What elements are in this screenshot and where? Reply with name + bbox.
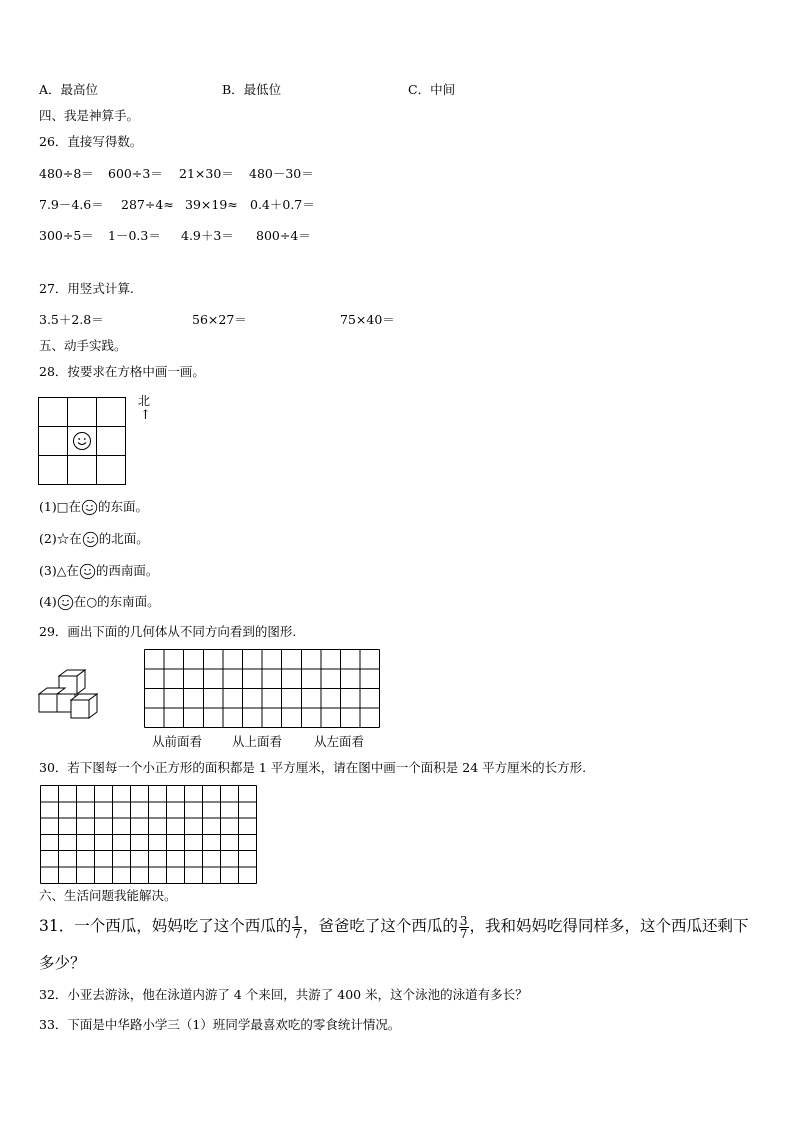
option-c: C．中间 xyxy=(408,82,456,97)
smiley-icon xyxy=(79,563,96,580)
q26-item: 39×19≈ xyxy=(185,197,238,212)
q26-item: 287÷4≈ xyxy=(121,197,174,212)
q27-item: 3.5＋2.8＝ xyxy=(39,312,104,327)
fraction: $\frac{3}{7}$ xyxy=(459,913,468,941)
q30-area-grid xyxy=(40,785,258,885)
cube-stack-figure xyxy=(34,664,108,720)
north-label: 北 xyxy=(138,394,151,408)
q29-title: 29．画出下面的几何体从不同方向看到的图形. xyxy=(39,624,297,639)
fraction: $\frac{1}{7}$ xyxy=(293,913,301,941)
view-label-top: 从上面看 xyxy=(232,734,283,749)
q32-text: 32．小亚去游泳，他在泳道内游了 4 个来回，共游了 400 米，这个泳池的泳道有多长？ xyxy=(39,987,528,1002)
direction-grid xyxy=(38,397,126,485)
q30-title: 30．若下图每一个小正方形的面积都是 1 平方厘米，请在图中画一个面积是 24 平方厘米的长方形. xyxy=(39,760,587,775)
smiley-icon xyxy=(82,531,99,548)
q31-line2: 多少？ xyxy=(39,954,86,972)
north-arrow-icon: ↑ xyxy=(140,408,151,423)
smiley-icon xyxy=(57,594,74,611)
q26-item: 7.9－4.6＝ xyxy=(39,197,104,212)
smiley-icon xyxy=(81,499,98,516)
q26-item: 4.9＋3＝ xyxy=(181,228,234,243)
q27-item: 56×27＝ xyxy=(192,312,247,327)
q26-item: 21×30＝ xyxy=(179,166,234,181)
view-label-left: 从左面看 xyxy=(314,734,365,749)
q28-task-4: (4) 在○的东南面。 xyxy=(39,594,160,609)
q26-item: 800÷4＝ xyxy=(256,228,311,243)
q26-item: 480÷8＝ xyxy=(39,166,94,181)
section-heading-6: 六、生活问题我能解决。 xyxy=(39,888,177,903)
q31-line1: 31．一个西瓜，妈妈吃了这个西瓜的 $\frac{1}{7}$ ，爸爸吃了这个西瓜的 $\frac{3}{7}$ ，我和妈妈吃得同样多，这个西瓜还剩下 xyxy=(39,913,749,941)
section-heading-4: 四、我是神算手。 xyxy=(39,108,140,123)
section-heading-5: 五、动手实践。 xyxy=(39,338,127,353)
q28-title: 28．按要求在方格中画一画。 xyxy=(39,364,205,379)
option-a: A．最高位 xyxy=(39,82,99,97)
q29-drawing-grid xyxy=(144,649,381,729)
q33-text: 33．下面是中华路小学三（1）班同学最喜欢吃的零食统计情况。 xyxy=(39,1017,401,1032)
q26-item: 300÷5＝ xyxy=(39,228,94,243)
q28-task-1: (1)□在 的东面。 xyxy=(39,499,149,514)
q28-task-3: (3)△在 的西南面。 xyxy=(39,563,159,578)
q26-item: 600÷3＝ xyxy=(108,166,163,181)
q26-item: 480－30＝ xyxy=(249,166,314,181)
view-label-front: 从前面看 xyxy=(152,734,203,749)
q27-title: 27．用竖式计算. xyxy=(39,281,134,296)
q26-title: 26．直接写得数。 xyxy=(39,134,143,149)
q26-item: 1－0.3＝ xyxy=(108,228,161,243)
q28-task-2: (2)☆在 的北面。 xyxy=(39,531,149,546)
option-b: B．最低位 xyxy=(222,82,282,97)
q27-item: 75×40＝ xyxy=(340,312,395,327)
smiley-icon xyxy=(72,431,92,451)
q26-item: 0.4＋0.7＝ xyxy=(250,197,315,212)
